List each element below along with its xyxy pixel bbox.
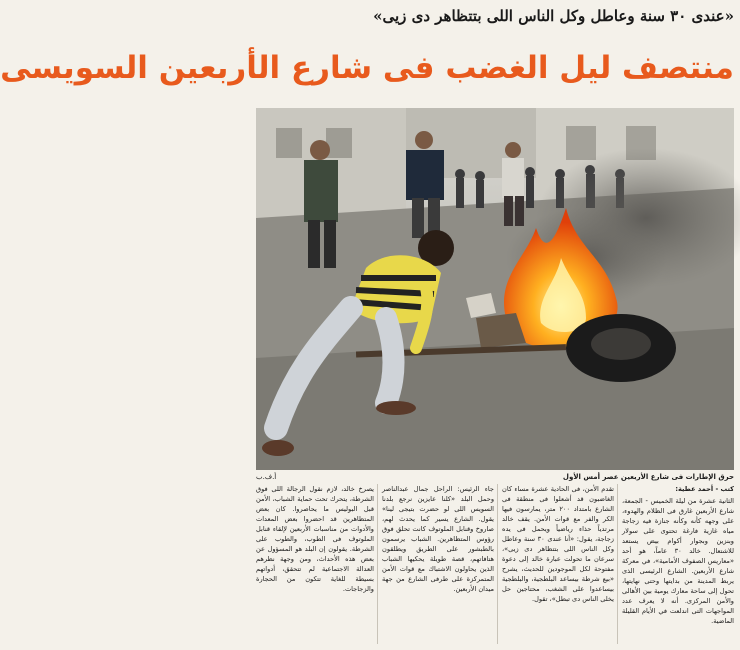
column-divider [617, 484, 618, 644]
byline: كتب - أحمد عطية: [675, 485, 734, 493]
article-column-1 [622, 484, 734, 644]
headline: منتصف ليل الغضب فى شارع الأربعين السويسى [0, 50, 734, 86]
article-column-2: تقدم الأمن، فى الحادية عشرة مساء كان الغاضبون قد أشعلوا فى منطقة فى الشارع بامتداد ٢٠٠ متر، يمارسون فيها الكر والفر مع قوات الأمن. يقف خالد مرتدياً حذاء رياضياً ويحمل فى يده زجاجة، يقول: «أنا عندى ٣٠ سنة وعاطل وكل الناس اللى بتتظاهر دى زيى»، سرعان ما تحولت عبارة خالد إلى دعوة مفتوحة لكل الموجودين للحديث، يشرح «بيع شرطة بيساعد البلطجية، والبلطجية بيساعدوا على الشغب، محتاجين حل يخلى الناس دى تبطل»، تقول. [502, 485, 614, 603]
photo-caption: حرق الإطارات فى شارع الأربعين عصر أمس الأول [562, 473, 734, 481]
column-1-text: الثانية عشرة من ليلة الخميس - الجمعة، شارع الأربعين غارق فى الظلام والهدوء، على وجهه كأنه وكأنه جنازة فيه زجاجة مياه غازية فارغة تحتوى على سولار وبنزين وبجوار أكوام بيض يستعد للاشتعال. خالد ٣٠ عاماً، هو أحد «معاريس الصفوف الأمامية»، في معركة شارع الأربعين. الشارع الرئيسى الذى يربط المدينة من بدايتها وحتى نهايتها، تحول إلى ساحة معارك يومية بين الأهالى والأمن المركزى. أنه لا يعرف عدد المواجهات التى اندلعت في الأيام القليلة الماضية. [622, 497, 734, 625]
article-column-3: جاء الرئيس: الراحل جمال عبدالناصر وحمل البلد «كلنا عايزين نرجع بلدنا السويس اللى لو حضرت بتيجى لينا» يقول. الشارع يسير كما يحدث لهم، صاروخ وقنابل الملوتوف كانت تحلق فوق رؤوس المتظاهرين. الشباب يرسمون بالطبشور على الطريق ويطلقون هتافاتهم، قصة طويلة يحكيها الشباب الذين يحاولون الاشتباك مع قوات الأمن المتمركزة على طرفى الشارع من جهة ميدان الأربعين. [382, 485, 494, 593]
column-divider [377, 484, 378, 644]
column-divider [497, 484, 498, 644]
street-protest-photo [256, 108, 734, 470]
kicker-quote: «عندى ٣٠ سنة وعاطل وكل الناس اللى بتتظاهر دى زيى» [373, 7, 734, 25]
article-column-4: يصرخ خالد، لازم نقول الرجالة اللى فوق الشرطة، يتحرك تحت حماية الشباب، الأمن قبل البوليس ما يحاصروا. كان بعض المتظاهرين قد احضروا بعض المعدات والأدوات من مناسبات الأربعين لإلقاء قنابل الملوتوف فى الطوب، والطوب على الشرطة. يقولون إن البلد هو المسؤول عن بعض هذه الأحداث، ومن وجهة نظرهم العدالة الاجتماعية لم تتحقق، أدواتهم بسيطة للغاية تتكون من الحجارة والزجاجات. [256, 485, 374, 593]
photo-credit: أ.ف.ب [256, 473, 277, 481]
news-photo [256, 108, 734, 470]
article-body [256, 484, 734, 644]
